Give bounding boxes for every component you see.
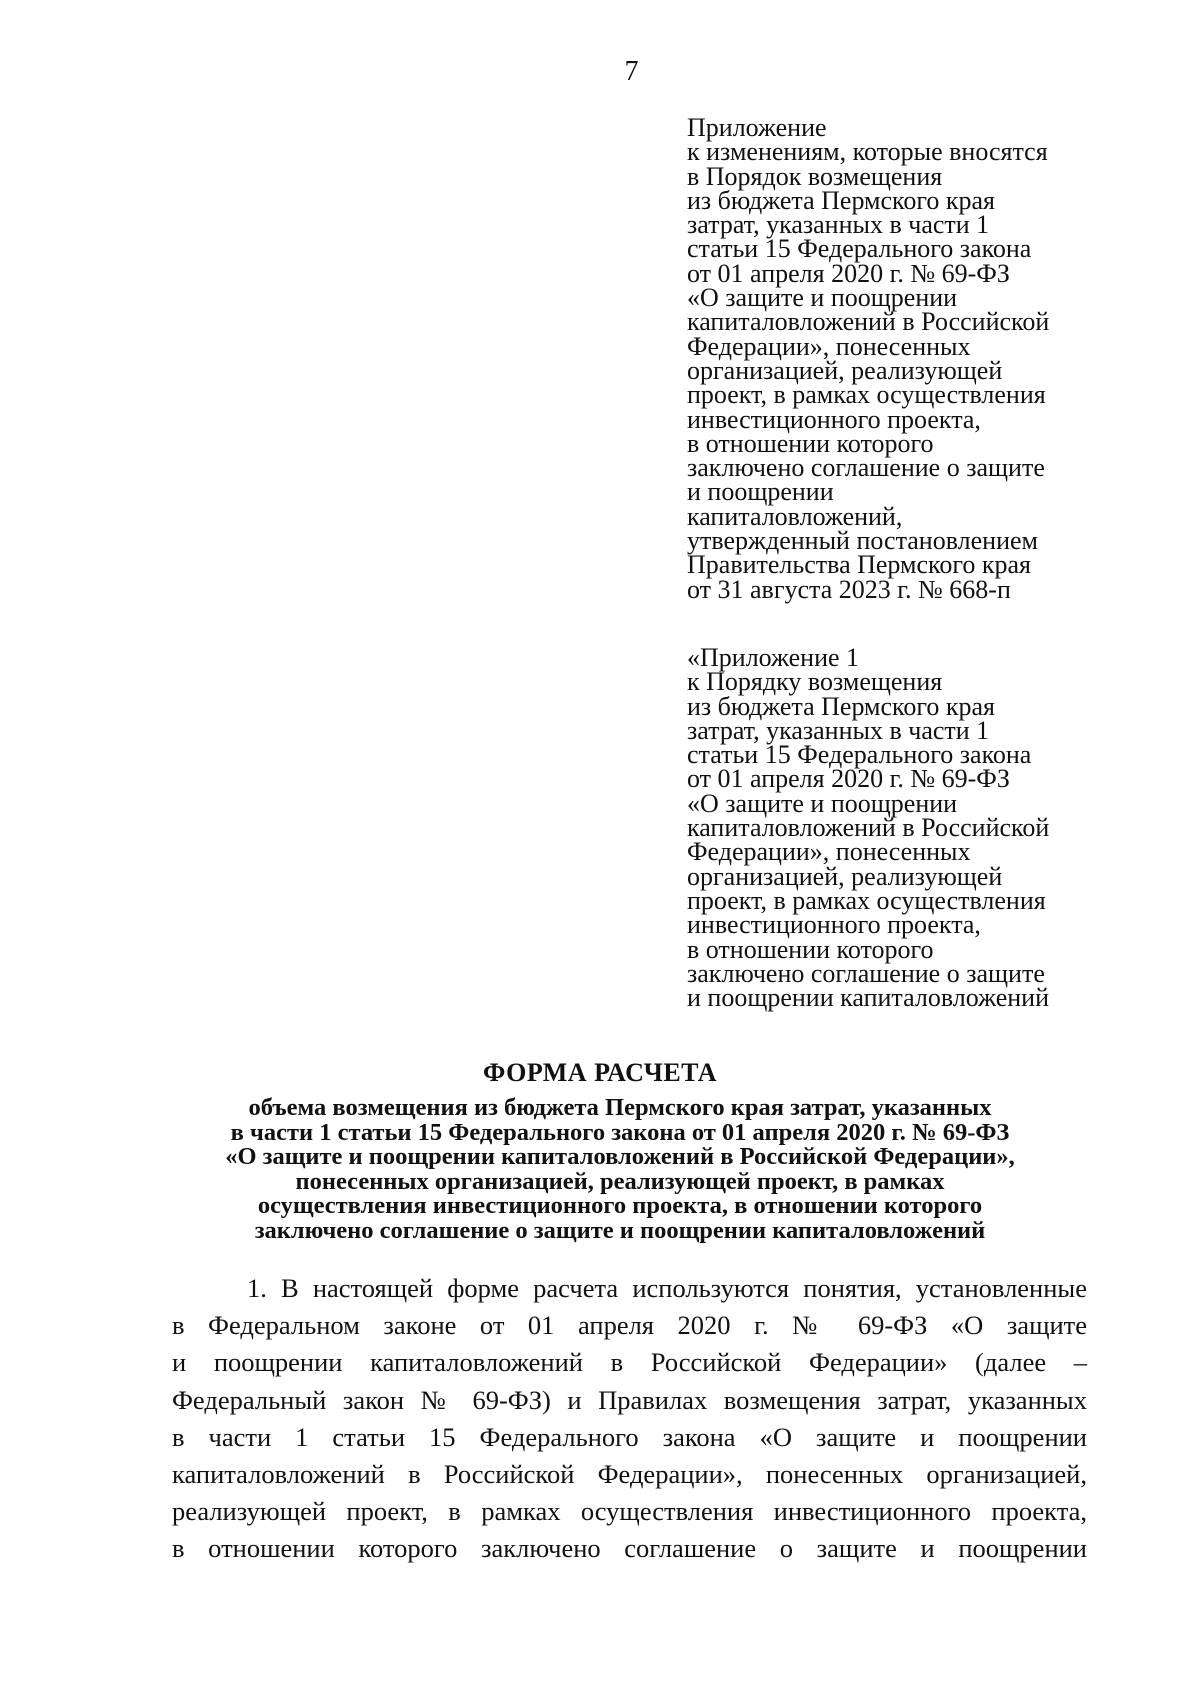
body-line: в отношении которого заключено соглашение о защите и поощрении	[172, 1533, 1087, 1564]
annex-line: инвестиционного проекта,	[687, 910, 981, 940]
annex-header-amendments	[687, 113, 1107, 604]
annex-header-appendix-1	[687, 643, 1107, 1013]
annex-line: Федерации», понесенных	[687, 331, 971, 361]
form-subtitle	[150, 1096, 1090, 1243]
annex-line: затрат, указанных в части 1	[687, 210, 990, 240]
body-paragraph-1	[172, 1270, 1087, 1568]
annex-line: и поощрении	[687, 477, 834, 507]
annex-line: утвержденный постановлением	[687, 526, 1038, 556]
annex-line: к изменениям, которые вносятся	[687, 137, 1048, 167]
annex-line: и поощрении капиталовложений	[687, 983, 1049, 1013]
body-line: капиталовложений в Российской Федерации», понесенных организацией,	[172, 1459, 1087, 1490]
annex-line: из бюджета Пермского края	[687, 691, 996, 721]
annex-line: от 31 августа 2023 г. № 668-п	[687, 574, 1011, 604]
annex-line: капиталовложений в Российской	[687, 813, 1050, 843]
annex-line: статьи 15 Федерального закона	[687, 234, 1032, 264]
body-line: Федеральный закон № 69-ФЗ) и Правилах возмещения затрат, указанных	[172, 1384, 1087, 1415]
annex-line: капиталовложений в Российской	[687, 307, 1050, 337]
form-title: ФОРМА РАСЧЕТА	[483, 1058, 717, 1087]
annex-line: заключено соглашение о защите	[687, 453, 1045, 483]
body-line: реализующей проект, в рамках осуществления инвестиционного проекта,	[172, 1496, 1087, 1527]
subtitle-line: в части 1 статьи 15 Федерального закона от 01 апреля 2020 г. № 69-ФЗ	[230, 1118, 1010, 1146]
annex-line: «О защите и поощрении	[687, 788, 958, 818]
body-line: в части 1 статьи 15 Федерального закона «О защите и поощрении	[172, 1421, 1087, 1452]
subtitle-line: понесенных организацией, реализующей проект, в рамках	[295, 1167, 945, 1195]
body-line: в Федеральном законе от 01 апреля 2020 г. № 69-ФЗ «О защите	[172, 1310, 1087, 1341]
annex-line: от 01 апреля 2020 г. № 69-ФЗ	[687, 764, 1010, 794]
annex-line: Правительства Пермского края	[687, 550, 1031, 580]
annex-line: в Порядок возмещения	[687, 161, 943, 191]
annex-line: проект, в рамках осуществления	[687, 885, 1046, 915]
subtitle-line: осуществления инвестиционного проекта, в отношении которого	[257, 1192, 983, 1219]
body-line: и поощрении капиталовложений в Российской Федерации» (далее –	[172, 1347, 1087, 1378]
page-number: 7	[624, 56, 639, 87]
annex-line: капиталовложений,	[687, 501, 903, 531]
annex-line: от 01 апреля 2020 г. № 69-ФЗ	[687, 258, 1010, 288]
subtitle-line: «О защите и поощрении капиталовложений в Российской Федерации»,	[225, 1143, 1015, 1170]
annex-line: из бюджета Пермского края	[687, 185, 996, 215]
annex-line: инвестиционного проекта,	[687, 404, 981, 434]
annex-line: Приложение	[687, 113, 827, 142]
body-line: 1. В настоящей форме расчета используются понятия, установленные	[247, 1273, 1087, 1303]
annex-line: организацией, реализующей	[687, 355, 1003, 385]
annex-line: организацией, реализующей	[687, 861, 1003, 891]
annex-line: заключено соглашение о защите	[687, 958, 1045, 988]
annex-line: «Приложение 1	[687, 643, 860, 672]
annex-line: к Порядку возмещения	[687, 667, 943, 697]
annex-line: в отношении которого	[687, 428, 934, 458]
subtitle-line: объема возмещения из бюджета Пермского края затрат, указанных	[248, 1094, 992, 1121]
annex-line: статьи 15 Федерального закона	[687, 740, 1032, 770]
annex-line: в отношении которого	[687, 934, 934, 964]
annex-line: «О защите и поощрении	[687, 283, 958, 313]
annex-line: затрат, указанных в части 1	[687, 715, 990, 745]
subtitle-line: заключено соглашение о защите и поощрении капиталовложений	[254, 1216, 986, 1244]
annex-line: Федерации», понесенных	[687, 837, 971, 867]
annex-line: проект, в рамках осуществления	[687, 380, 1046, 410]
